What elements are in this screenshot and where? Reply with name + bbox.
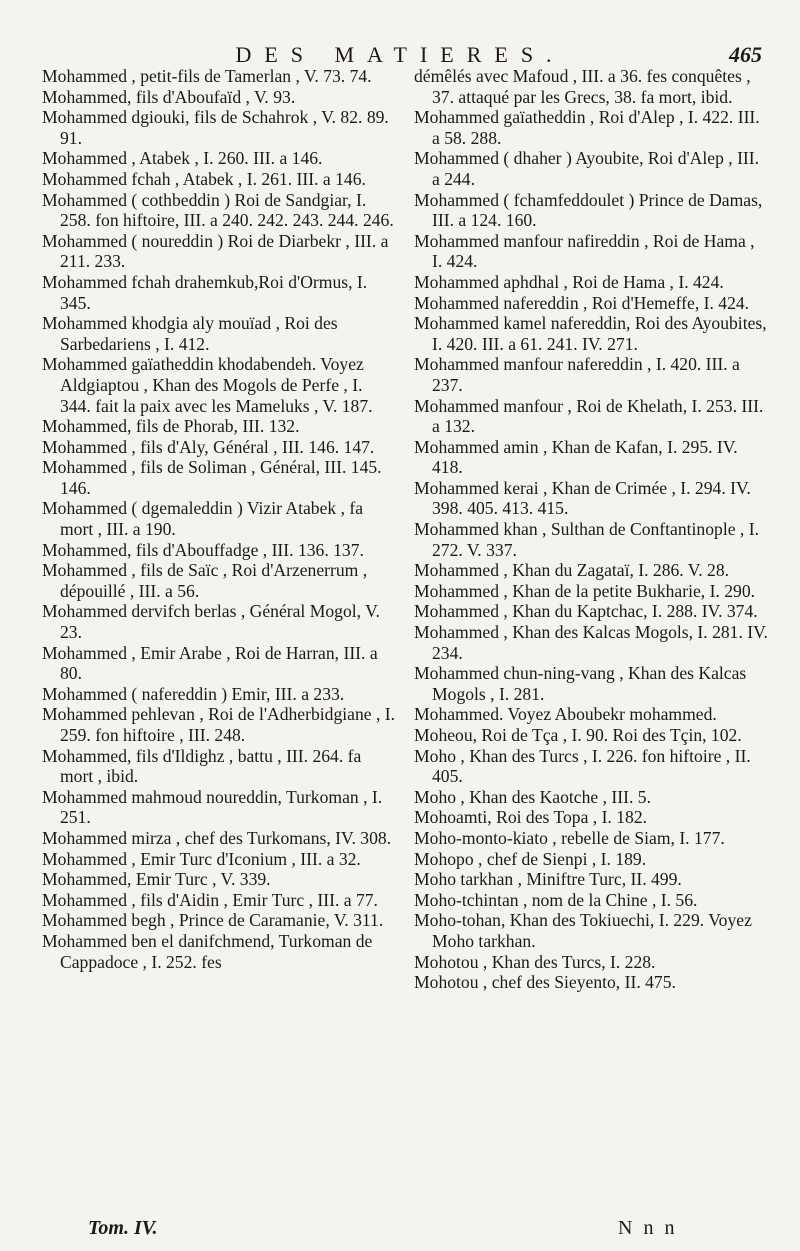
index-entry: Moheou, Roi de Tça , I. 90. Roi des Tçin, 102. [414, 725, 742, 745]
index-entry: Mohammed , Emir Arabe , Roi de Harran, III. a 80. [42, 642, 378, 684]
index-entry: démêlés avec Mafoud , III. a 36. fes conquêtes , 37. attaqué par les Grecs, 38. fa mort, ibid. [414, 66, 751, 107]
index-entry: Mohammed pehlevan , Roi de l'Adherbidgiane , I. 259. fon hiftoire , III. 248. [42, 704, 396, 745]
index-entry: Mohammed , Emir Turc d'Iconium , III. a 32. [42, 848, 361, 869]
index-entry: Mohammed fchah drahemkub,Roi d'Ormus, I. 345. [42, 271, 368, 313]
index-entry: Mohammed, fils de Phorab, III. 132. [42, 416, 300, 437]
index-entry: Mohammed mahmoud noureddin, Turkoman , I. 251. [42, 786, 383, 828]
index-entry: Mohammed gaïatheddin , Roi d'Alep , I. 422. III. a 58. 288. [414, 107, 760, 148]
index-column-right [414, 66, 769, 993]
index-entry: Mohammed ( nafereddin ) Emir, III. a 233. [42, 683, 345, 704]
index-entry: Mohammed , petit-fils de Tamerlan , V. 73. 74. [42, 66, 372, 86]
running-title: DES MATIERES. [235, 42, 565, 67]
index-entry: Mohammed ( dgemaleddin ) Vizir Atabek , fa mort , III. a 190. [42, 498, 364, 540]
index-entry: Mohotou , Khan des Turcs, I. 228. [414, 951, 656, 972]
index-entry: Mohammed amin , Khan de Kafan, I. 295. IV. 418. [414, 436, 738, 478]
index-entry: Moho-tchintan , nom de la Chine , I. 56. [414, 889, 698, 910]
index-entry: Mohammed , Khan du Kaptchac, I. 288. IV. 374. [414, 601, 758, 622]
index-entry: Moho-tohan, Khan des Tokiuechi, I. 229. Voyez Moho tarkhan. [414, 910, 752, 951]
index-entry: Mohammed manfour nafireddin , Roi de Hama , I. 424. [414, 230, 755, 272]
index-entry: Mohammed. Voyez Aboubekr mohammed. [414, 704, 717, 725]
index-entry: Mohammed , Khan du Zagataï, I. 286. V. 28. [414, 560, 730, 581]
index-entry: Mohammed, fils d'Ildighz , battu , III. 264. fa mort , ibid. [42, 745, 362, 787]
index-entry: Mohammed manfour , Roi de Khelath, I. 253. III. a 132. [414, 395, 764, 437]
index-entry: Mohammed mirza , chef des Turkomans, IV. 308. [42, 827, 392, 848]
index-entry: Mohammed ( cothbeddin ) Roi de Sandgiar, I. 258. fon hiftoire, III. a 240. 242. 243. 244. 246. [42, 189, 394, 231]
index-entry: Moho , Khan des Turcs , I. 226. fon hiftoire , II. 405. [414, 745, 751, 787]
index-entry: Mohammed dervifch berlas , Général Mogol, V. 23. [42, 601, 380, 643]
index-column-left [42, 66, 397, 972]
index-entry: Mohammed , fils d'Aly, Général , III. 146. 147. [42, 436, 375, 457]
index-entry: Mohammed khodgia aly mouïad , Roi des Sarbedariens , I. 412. [42, 313, 338, 354]
index-entry: Mohammed , fils de Soliman , Général, III. 145. 146. [42, 457, 382, 498]
index-entry: Mohammed , Atabek , I. 260. III. a 146. [42, 148, 323, 169]
index-entry: Mohopo , chef de Sienpi , I. 189. [414, 848, 647, 869]
index-entry: Mohammed manfour nafereddin , I. 420. III. a 237. [414, 354, 740, 395]
index-entry: Mohammed , Khan des Kalcas Mogols, I. 281. IV. 234. [414, 622, 768, 663]
index-entry: Mohammed, Emir Turc , V. 339. [42, 869, 271, 890]
index-entry: Moho-monto-kiato , rebelle de Siam, I. 177. [414, 827, 725, 848]
index-entry: Mohammed chun-ning-vang , Khan des Kalcas Mogols , I. 281. [414, 663, 747, 704]
index-entry: Mohotou , chef des Sieyento, II. 475. [414, 972, 676, 993]
index-entry: Mohammed khan , Sulthan de Conftantinople , I. 272. V. 337. [414, 519, 759, 560]
index-entry: Mohammed nafereddin , Roi d'Hemeffe, I. 424. [414, 292, 750, 313]
index-entry: Mohammed gaïatheddin khodabendeh. Voyez Aldgiaptou , Khan des Mogols de Perfe , I. 344. fait la paix avec les Mameluks , V. 187. [42, 354, 373, 416]
index-entry: Mohammed ( noureddin ) Roi de Diarbekr , III. a 211. 233. [42, 230, 389, 272]
index-entry: Mohoamti, Roi des Topa , I. 182. [414, 807, 648, 828]
signature-mark: Tom. IV. [88, 1217, 158, 1239]
index-entry: Mohammed ( fchamfeddoulet ) Prince de Damas, III. a 124. 160. [414, 189, 763, 231]
index-entry: Mohammed aphdhal , Roi de Hama , I. 424. [414, 271, 724, 292]
index-entry: Mohammed kerai , Khan de Crimée , I. 294. IV. 398. 405. 413. 415. [414, 477, 751, 519]
index-entry: Moho , Khan des Kaotche , III. 5. [414, 786, 651, 807]
index-entry: Mohammed , fils d'Aidin , Emir Turc , III. a 77. [42, 889, 378, 910]
index-entry: Moho tarkhan , Miniftre Turc, II. 499. [414, 869, 682, 890]
catchword: N n n [618, 1217, 678, 1239]
index-entry: Mohammed ben el danifchmend, Turkoman de Cappadoce , I. 252. fes [42, 930, 373, 972]
index-entry: Mohammed, fils d'Abouffadge , III. 136. 137. [42, 539, 364, 560]
index-entry: Mohammed , fils de Saïc , Roi d'Arzenerrum , dépouillé , III. a 56. [42, 560, 368, 601]
page-number: 465 [729, 42, 762, 67]
index-entry: Mohammed dgiouki, fils de Schahrok , V. 82. 89. 91. [42, 107, 389, 148]
index-entry: Mohammed kamel nafereddin, Roi des Ayoubites, I. 420. III. a 61. 241. IV. 271. [414, 313, 767, 354]
index-entry: Mohammed ( dhaher ) Ayoubite, Roi d'Alep , III. a 244. [414, 148, 760, 189]
index-entry: Mohammed , Khan de la petite Bukharie, I. 290. [414, 580, 756, 601]
index-entry: Mohammed, fils d'Aboufaïd , V. 93. [42, 86, 296, 107]
index-entry: Mohammed begh , Prince de Caramanie, V. 311. [42, 910, 384, 931]
index-entry: Mohammed fchah , Atabek , I. 261. III. a 146. [42, 168, 366, 189]
